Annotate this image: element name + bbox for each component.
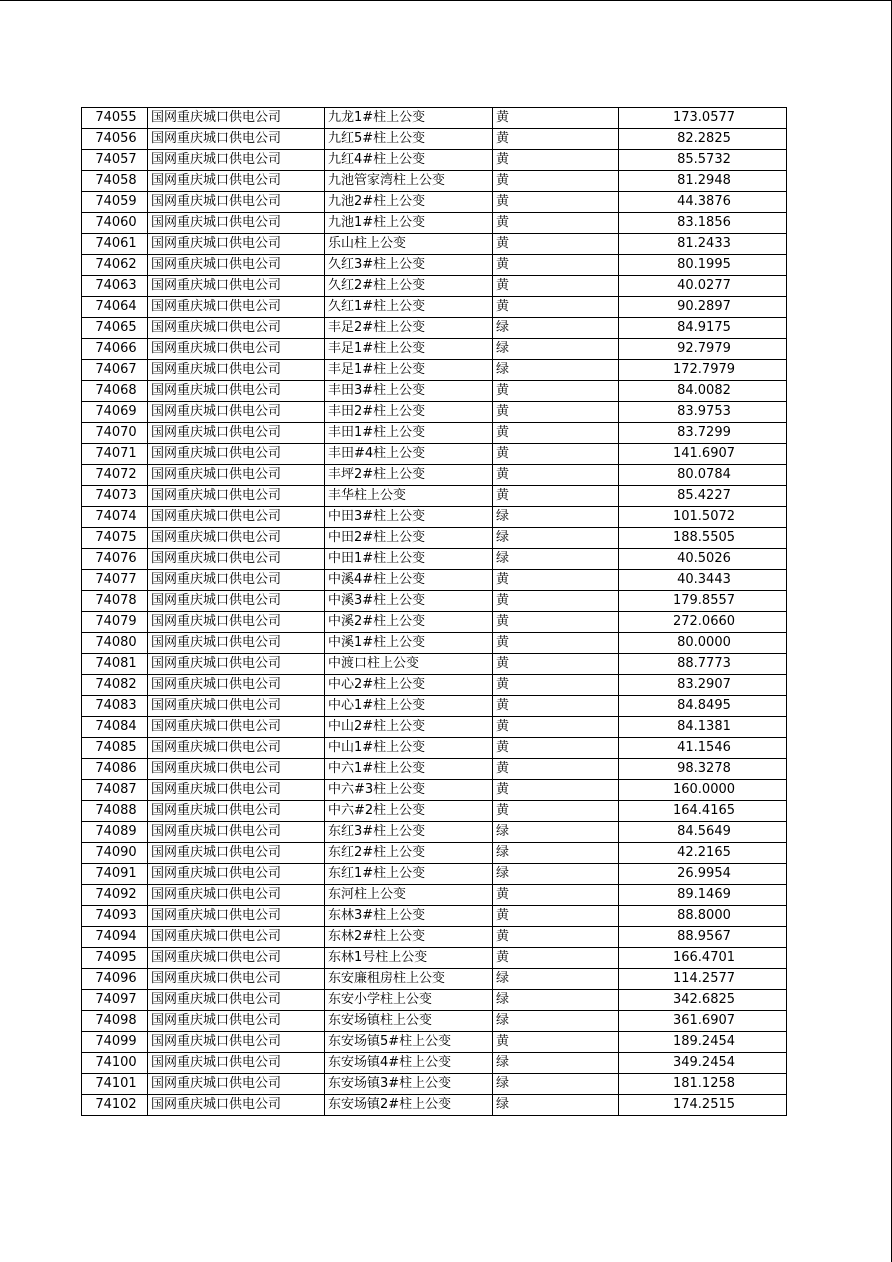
table-row (82, 1053, 787, 1074)
table-row (82, 591, 787, 612)
table-row (82, 780, 787, 801)
row-id-cell: 74101 (82, 1074, 148, 1095)
company-cell: 国网重庆城口供电公司 (148, 990, 325, 1011)
row-id-cell: 74095 (82, 948, 148, 969)
value-cell: 172.7979 (619, 360, 787, 381)
value-cell: 84.0082 (619, 381, 787, 402)
row-id-cell: 74060 (82, 213, 148, 234)
row-id-cell: 74070 (82, 423, 148, 444)
value-cell: 179.8557 (619, 591, 787, 612)
row-id-cell: 74081 (82, 654, 148, 675)
transformer-name-cell: 中渡口柱上公变 (325, 654, 493, 675)
status-color-cell: 黄 (493, 423, 619, 444)
company-cell: 国网重庆城口供电公司 (148, 822, 325, 843)
value-cell: 90.2897 (619, 297, 787, 318)
transformer-name-cell: 丰足1#柱上公变 (325, 360, 493, 381)
transformer-name-cell: 九池2#柱上公变 (325, 192, 493, 213)
transformer-name-cell: 中田1#柱上公变 (325, 549, 493, 570)
transformer-name-cell: 东安廉租房柱上公变 (325, 969, 493, 990)
row-id-cell: 74061 (82, 234, 148, 255)
value-cell: 173.0577 (619, 108, 787, 129)
status-color-cell: 黄 (493, 906, 619, 927)
status-color-cell: 黄 (493, 780, 619, 801)
table-row (82, 612, 787, 633)
value-cell: 160.0000 (619, 780, 787, 801)
row-id-cell: 74082 (82, 675, 148, 696)
transformer-name-cell: 久红1#柱上公变 (325, 297, 493, 318)
value-cell: 361.6907 (619, 1011, 787, 1032)
transformer-name-cell: 中田2#柱上公变 (325, 528, 493, 549)
value-cell: 89.1469 (619, 885, 787, 906)
company-cell: 国网重庆城口供电公司 (148, 591, 325, 612)
transformer-name-cell: 东安场镇柱上公变 (325, 1011, 493, 1032)
row-id-cell: 74075 (82, 528, 148, 549)
table-row (82, 738, 787, 759)
status-color-cell: 黄 (493, 108, 619, 129)
value-cell: 85.4227 (619, 486, 787, 507)
table-row (82, 381, 787, 402)
status-color-cell: 黄 (493, 171, 619, 192)
value-cell: 84.1381 (619, 717, 787, 738)
status-color-cell: 黄 (493, 801, 619, 822)
transformer-name-cell: 中溪1#柱上公变 (325, 633, 493, 654)
status-color-cell: 绿 (493, 507, 619, 528)
table-row (82, 1095, 787, 1116)
transformer-name-cell: 中田3#柱上公变 (325, 507, 493, 528)
table-row (82, 759, 787, 780)
table-row (82, 1032, 787, 1053)
value-cell: 189.2454 (619, 1032, 787, 1053)
transformer-name-cell: 中溪2#柱上公变 (325, 612, 493, 633)
value-cell: 188.5505 (619, 528, 787, 549)
status-color-cell: 黄 (493, 759, 619, 780)
transformer-name-cell: 东林3#柱上公变 (325, 906, 493, 927)
status-color-cell: 绿 (493, 1074, 619, 1095)
company-cell: 国网重庆城口供电公司 (148, 675, 325, 696)
row-id-cell: 74065 (82, 318, 148, 339)
value-cell: 88.7773 (619, 654, 787, 675)
status-color-cell: 黄 (493, 612, 619, 633)
status-color-cell: 黄 (493, 591, 619, 612)
row-id-cell: 74089 (82, 822, 148, 843)
transformer-name-cell: 九红4#柱上公变 (325, 150, 493, 171)
status-color-cell: 黄 (493, 633, 619, 654)
table-row (82, 402, 787, 423)
company-cell: 国网重庆城口供电公司 (148, 108, 325, 129)
company-cell: 国网重庆城口供电公司 (148, 1053, 325, 1074)
transformer-name-cell: 中六1#柱上公变 (325, 759, 493, 780)
value-cell: 342.6825 (619, 990, 787, 1011)
transformer-name-cell: 中溪4#柱上公变 (325, 570, 493, 591)
table-row (82, 129, 787, 150)
transformer-name-cell: 九红5#柱上公变 (325, 129, 493, 150)
row-id-cell: 74069 (82, 402, 148, 423)
company-cell: 国网重庆城口供电公司 (148, 738, 325, 759)
company-cell: 国网重庆城口供电公司 (148, 780, 325, 801)
company-cell: 国网重庆城口供电公司 (148, 633, 325, 654)
transformer-name-cell: 中六#3柱上公变 (325, 780, 493, 801)
value-cell: 85.5732 (619, 150, 787, 171)
table-row (82, 255, 787, 276)
transformer-name-cell: 中山1#柱上公变 (325, 738, 493, 759)
row-id-cell: 74062 (82, 255, 148, 276)
row-id-cell: 74079 (82, 612, 148, 633)
status-color-cell: 绿 (493, 864, 619, 885)
status-color-cell: 黄 (493, 570, 619, 591)
status-color-cell: 黄 (493, 885, 619, 906)
row-id-cell: 74064 (82, 297, 148, 318)
status-color-cell: 黄 (493, 276, 619, 297)
company-cell: 国网重庆城口供电公司 (148, 612, 325, 633)
status-color-cell: 绿 (493, 990, 619, 1011)
company-cell: 国网重庆城口供电公司 (148, 549, 325, 570)
row-id-cell: 74102 (82, 1095, 148, 1116)
row-id-cell: 74080 (82, 633, 148, 654)
company-cell: 国网重庆城口供电公司 (148, 717, 325, 738)
table-row (82, 675, 787, 696)
table-row (82, 696, 787, 717)
table-row (82, 969, 787, 990)
company-cell: 国网重庆城口供电公司 (148, 843, 325, 864)
transformer-name-cell: 乐山柱上公变 (325, 234, 493, 255)
status-color-cell: 绿 (493, 843, 619, 864)
status-color-cell: 黄 (493, 234, 619, 255)
row-id-cell: 74055 (82, 108, 148, 129)
table-row (82, 990, 787, 1011)
status-color-cell: 绿 (493, 549, 619, 570)
transformer-name-cell: 久红2#柱上公变 (325, 276, 493, 297)
row-id-cell: 74083 (82, 696, 148, 717)
row-id-cell: 74097 (82, 990, 148, 1011)
table-row (82, 360, 787, 381)
company-cell: 国网重庆城口供电公司 (148, 507, 325, 528)
company-cell: 国网重庆城口供电公司 (148, 486, 325, 507)
table-row (82, 423, 787, 444)
table-row (82, 486, 787, 507)
row-id-cell: 74084 (82, 717, 148, 738)
row-id-cell: 74059 (82, 192, 148, 213)
status-color-cell: 绿 (493, 969, 619, 990)
value-cell: 101.5072 (619, 507, 787, 528)
row-id-cell: 74090 (82, 843, 148, 864)
value-cell: 181.1258 (619, 1074, 787, 1095)
status-color-cell: 黄 (493, 927, 619, 948)
table-row (82, 549, 787, 570)
row-id-cell: 74087 (82, 780, 148, 801)
value-cell: 166.4701 (619, 948, 787, 969)
company-cell: 国网重庆城口供电公司 (148, 696, 325, 717)
row-id-cell: 74091 (82, 864, 148, 885)
transformer-name-cell: 丰田#4柱上公变 (325, 444, 493, 465)
company-cell: 国网重庆城口供电公司 (148, 1011, 325, 1032)
company-cell: 国网重庆城口供电公司 (148, 423, 325, 444)
table-row (82, 297, 787, 318)
row-id-cell: 74098 (82, 1011, 148, 1032)
row-id-cell: 74096 (82, 969, 148, 990)
company-cell: 国网重庆城口供电公司 (148, 948, 325, 969)
status-color-cell: 绿 (493, 339, 619, 360)
transformer-name-cell: 丰田1#柱上公变 (325, 423, 493, 444)
company-cell: 国网重庆城口供电公司 (148, 927, 325, 948)
transformer-name-cell: 东安场镇3#柱上公变 (325, 1074, 493, 1095)
row-id-cell: 74068 (82, 381, 148, 402)
transformer-name-cell: 丰足1#柱上公变 (325, 339, 493, 360)
status-color-cell: 黄 (493, 192, 619, 213)
table-row (82, 213, 787, 234)
table-row (82, 528, 787, 549)
transformer-name-cell: 久红3#柱上公变 (325, 255, 493, 276)
transformer-name-cell: 东红3#柱上公变 (325, 822, 493, 843)
transformer-name-cell: 九龙1#柱上公变 (325, 108, 493, 129)
company-cell: 国网重庆城口供电公司 (148, 864, 325, 885)
transformer-name-cell: 中溪3#柱上公变 (325, 591, 493, 612)
company-cell: 国网重庆城口供电公司 (148, 339, 325, 360)
transformer-name-cell: 九池1#柱上公变 (325, 213, 493, 234)
status-color-cell: 黄 (493, 486, 619, 507)
status-color-cell: 黄 (493, 696, 619, 717)
table-row (82, 822, 787, 843)
transformer-name-cell: 东林1号柱上公变 (325, 948, 493, 969)
row-id-cell: 74100 (82, 1053, 148, 1074)
row-id-cell: 74088 (82, 801, 148, 822)
transformer-name-cell: 东安场镇2#柱上公变 (325, 1095, 493, 1116)
company-cell: 国网重庆城口供电公司 (148, 255, 325, 276)
value-cell: 174.2515 (619, 1095, 787, 1116)
table-row (82, 801, 787, 822)
company-cell: 国网重庆城口供电公司 (148, 465, 325, 486)
company-cell: 国网重庆城口供电公司 (148, 654, 325, 675)
value-cell: 44.3876 (619, 192, 787, 213)
table-row (82, 192, 787, 213)
company-cell: 国网重庆城口供电公司 (148, 213, 325, 234)
table-row (82, 843, 787, 864)
status-color-cell: 黄 (493, 654, 619, 675)
transformer-name-cell: 东河柱上公变 (325, 885, 493, 906)
table-row (82, 339, 787, 360)
table-row (82, 234, 787, 255)
status-color-cell: 黄 (493, 465, 619, 486)
company-cell: 国网重庆城口供电公司 (148, 360, 325, 381)
table-row (82, 885, 787, 906)
row-id-cell: 74056 (82, 129, 148, 150)
table-body (82, 108, 787, 1116)
status-color-cell: 黄 (493, 675, 619, 696)
table-row (82, 507, 787, 528)
table-row (82, 108, 787, 129)
company-cell: 国网重庆城口供电公司 (148, 297, 325, 318)
transformer-name-cell: 丰坪2#柱上公变 (325, 465, 493, 486)
status-color-cell: 绿 (493, 1095, 619, 1116)
value-cell: 349.2454 (619, 1053, 787, 1074)
company-cell: 国网重庆城口供电公司 (148, 234, 325, 255)
row-id-cell: 74072 (82, 465, 148, 486)
transformer-name-cell: 中六#2柱上公变 (325, 801, 493, 822)
value-cell: 26.9954 (619, 864, 787, 885)
row-id-cell: 74076 (82, 549, 148, 570)
value-cell: 84.8495 (619, 696, 787, 717)
transformer-data-table (81, 107, 787, 1116)
company-cell: 国网重庆城口供电公司 (148, 528, 325, 549)
company-cell: 国网重庆城口供电公司 (148, 402, 325, 423)
status-color-cell: 绿 (493, 318, 619, 339)
transformer-name-cell: 东红2#柱上公变 (325, 843, 493, 864)
value-cell: 81.2948 (619, 171, 787, 192)
value-cell: 83.1856 (619, 213, 787, 234)
value-cell: 114.2577 (619, 969, 787, 990)
status-color-cell: 绿 (493, 822, 619, 843)
company-cell: 国网重庆城口供电公司 (148, 171, 325, 192)
row-id-cell: 74066 (82, 339, 148, 360)
transformer-name-cell: 东安场镇5#柱上公变 (325, 1032, 493, 1053)
transformer-name-cell: 中心2#柱上公变 (325, 675, 493, 696)
table-row (82, 927, 787, 948)
status-color-cell: 黄 (493, 297, 619, 318)
transformer-name-cell: 丰华柱上公变 (325, 486, 493, 507)
row-id-cell: 74085 (82, 738, 148, 759)
company-cell: 国网重庆城口供电公司 (148, 192, 325, 213)
status-color-cell: 绿 (493, 528, 619, 549)
transformer-name-cell: 中心1#柱上公变 (325, 696, 493, 717)
table-row (82, 150, 787, 171)
value-cell: 40.5026 (619, 549, 787, 570)
transformer-name-cell: 中山2#柱上公变 (325, 717, 493, 738)
table-row (82, 318, 787, 339)
row-id-cell: 74074 (82, 507, 148, 528)
row-id-cell: 74094 (82, 927, 148, 948)
status-color-cell: 黄 (493, 402, 619, 423)
row-id-cell: 74058 (82, 171, 148, 192)
value-cell: 80.0784 (619, 465, 787, 486)
table-row (82, 276, 787, 297)
status-color-cell: 黄 (493, 717, 619, 738)
table-row (82, 654, 787, 675)
table-row (82, 570, 787, 591)
company-cell: 国网重庆城口供电公司 (148, 129, 325, 150)
status-color-cell: 黄 (493, 150, 619, 171)
value-cell: 40.3443 (619, 570, 787, 591)
status-color-cell: 黄 (493, 381, 619, 402)
value-cell: 83.9753 (619, 402, 787, 423)
table-row (82, 864, 787, 885)
row-id-cell: 74093 (82, 906, 148, 927)
row-id-cell: 74073 (82, 486, 148, 507)
company-cell: 国网重庆城口供电公司 (148, 570, 325, 591)
company-cell: 国网重庆城口供电公司 (148, 318, 325, 339)
status-color-cell: 黄 (493, 948, 619, 969)
status-color-cell: 黄 (493, 129, 619, 150)
value-cell: 88.8000 (619, 906, 787, 927)
status-color-cell: 绿 (493, 1011, 619, 1032)
row-id-cell: 74099 (82, 1032, 148, 1053)
company-cell: 国网重庆城口供电公司 (148, 444, 325, 465)
status-color-cell: 绿 (493, 1053, 619, 1074)
transformer-name-cell: 东红1#柱上公变 (325, 864, 493, 885)
company-cell: 国网重庆城口供电公司 (148, 381, 325, 402)
company-cell: 国网重庆城口供电公司 (148, 969, 325, 990)
value-cell: 272.0660 (619, 612, 787, 633)
company-cell: 国网重庆城口供电公司 (148, 801, 325, 822)
value-cell: 82.2825 (619, 129, 787, 150)
value-cell: 84.9175 (619, 318, 787, 339)
company-cell: 国网重庆城口供电公司 (148, 1074, 325, 1095)
value-cell: 83.7299 (619, 423, 787, 444)
value-cell: 92.7979 (619, 339, 787, 360)
table-row (82, 948, 787, 969)
value-cell: 98.3278 (619, 759, 787, 780)
transformer-name-cell: 东安小学柱上公变 (325, 990, 493, 1011)
transformer-name-cell: 丰田2#柱上公变 (325, 402, 493, 423)
company-cell: 国网重庆城口供电公司 (148, 1032, 325, 1053)
status-color-cell: 绿 (493, 360, 619, 381)
transformer-name-cell: 九池管家湾柱上公变 (325, 171, 493, 192)
status-color-cell: 黄 (493, 1032, 619, 1053)
table-row (82, 1074, 787, 1095)
row-id-cell: 74092 (82, 885, 148, 906)
transformer-name-cell: 东林2#柱上公变 (325, 927, 493, 948)
transformer-name-cell: 东安场镇4#柱上公变 (325, 1053, 493, 1074)
value-cell: 83.2907 (619, 675, 787, 696)
table-row (82, 465, 787, 486)
transformer-name-cell: 丰足2#柱上公变 (325, 318, 493, 339)
company-cell: 国网重庆城口供电公司 (148, 276, 325, 297)
value-cell: 164.4165 (619, 801, 787, 822)
table-row (82, 633, 787, 654)
value-cell: 42.2165 (619, 843, 787, 864)
table-row (82, 717, 787, 738)
table-row (82, 444, 787, 465)
table-row (82, 906, 787, 927)
value-cell: 41.1546 (619, 738, 787, 759)
row-id-cell: 74078 (82, 591, 148, 612)
table-row (82, 171, 787, 192)
page-top-border (0, 0, 892, 1)
value-cell: 80.0000 (619, 633, 787, 654)
status-color-cell: 黄 (493, 738, 619, 759)
value-cell: 84.5649 (619, 822, 787, 843)
row-id-cell: 74071 (82, 444, 148, 465)
row-id-cell: 74063 (82, 276, 148, 297)
company-cell: 国网重庆城口供电公司 (148, 150, 325, 171)
row-id-cell: 74057 (82, 150, 148, 171)
table-row (82, 1011, 787, 1032)
status-color-cell: 黄 (493, 255, 619, 276)
status-color-cell: 黄 (493, 213, 619, 234)
company-cell: 国网重庆城口供电公司 (148, 885, 325, 906)
value-cell: 81.2433 (619, 234, 787, 255)
row-id-cell: 74067 (82, 360, 148, 381)
status-color-cell: 黄 (493, 444, 619, 465)
company-cell: 国网重庆城口供电公司 (148, 759, 325, 780)
row-id-cell: 74086 (82, 759, 148, 780)
transformer-name-cell: 丰田3#柱上公变 (325, 381, 493, 402)
value-cell: 88.9567 (619, 927, 787, 948)
value-cell: 80.1995 (619, 255, 787, 276)
row-id-cell: 74077 (82, 570, 148, 591)
value-cell: 141.6907 (619, 444, 787, 465)
company-cell: 国网重庆城口供电公司 (148, 906, 325, 927)
value-cell: 40.0277 (619, 276, 787, 297)
company-cell: 国网重庆城口供电公司 (148, 1095, 325, 1116)
